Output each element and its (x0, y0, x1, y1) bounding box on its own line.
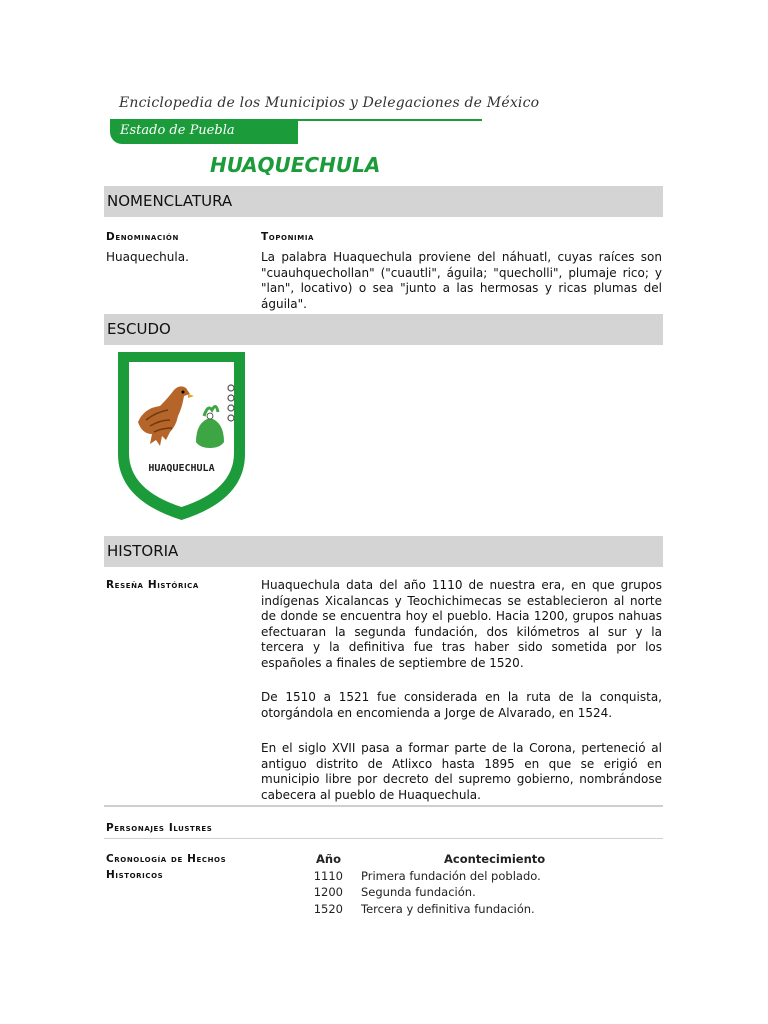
municipality-title: HUAQUECHULA (210, 153, 381, 177)
section-historia (104, 536, 663, 567)
cronologia-year: 1110 (313, 869, 343, 883)
cronologia-year-header: Año (316, 852, 341, 866)
resena-label: Reseña Histórica (106, 579, 199, 591)
section-nomenclatura (104, 186, 663, 217)
cronologia-event: Tercera y definitiva fundación. (361, 902, 535, 916)
cronologia-event: Primera fundación del poblado. (361, 869, 541, 883)
historia-paragraph: En el siglo XVII pasa a formar parte de la Corona, perteneció al antiguo distrito de Atlixco hasta 1895 en que se erigió en municipio libre por decreto del supremo gobierno, nombrándose cabecera al pueblo de Huaquechula. (261, 741, 662, 802)
toponimia-text: La palabra Huaquechula proviene del náhuatl, cuyas raíces son "cuauhquechollan" ("cuautli", águila; "quecholli", plumaje rico; y "lan", locativo) o sea "junto a las hermosas y ricas plumas del águila". (261, 250, 662, 311)
section-escudo (104, 314, 663, 345)
section-heading: HISTORIA (107, 542, 179, 560)
denominacion-label: Denominación (106, 231, 179, 243)
divider (104, 838, 663, 839)
shield-caption: HUAQUECHULA (148, 463, 215, 474)
denominacion-value: Huaquechula. (106, 250, 189, 264)
personajes-label: Personajes Ilustres (106, 822, 213, 834)
cronologia-event-header: Acontecimiento (444, 852, 546, 866)
coat-of-arms-image (116, 350, 247, 522)
section-heading: NOMENCLATURA (107, 192, 233, 210)
toponimia-label: Toponimia (261, 231, 315, 243)
historia-paragraph: Huaquechula data del año 1110 de nuestra era, en que grupos indígenas Xicalancas y Teochichimecas se establecieron al norte de donde se encuentra hoy el pueblo. Hacia 1200, grupos nahuas efectuaran la segunda fundación, dos kilómetros al sur y la tercera y la definitiva fue tras haber sido sometida por los españoles a finales de septiembre de 1520. (261, 578, 662, 670)
state-banner (110, 119, 298, 144)
cronologia-label: Cronología de Hechos (106, 853, 227, 865)
section-heading: ESCUDO (107, 320, 171, 338)
historia-paragraph: De 1510 a 1521 fue considerada en la ruta de la conquista, otorgándola en encomienda a Jorge de Alvarado, en 1524. (261, 690, 662, 720)
cronologia-year: 1200 (313, 885, 343, 899)
cronologia-year: 1520 (313, 902, 343, 916)
cronologia-event: Segunda fundación. (361, 885, 476, 899)
cronologia-label-line2: Historicos (106, 869, 164, 881)
encyclopedia-title: Enciclopedia de los Municipios y Delegaciones de México (119, 95, 540, 111)
state-label: Estado de Puebla (120, 123, 235, 138)
divider (104, 805, 663, 807)
